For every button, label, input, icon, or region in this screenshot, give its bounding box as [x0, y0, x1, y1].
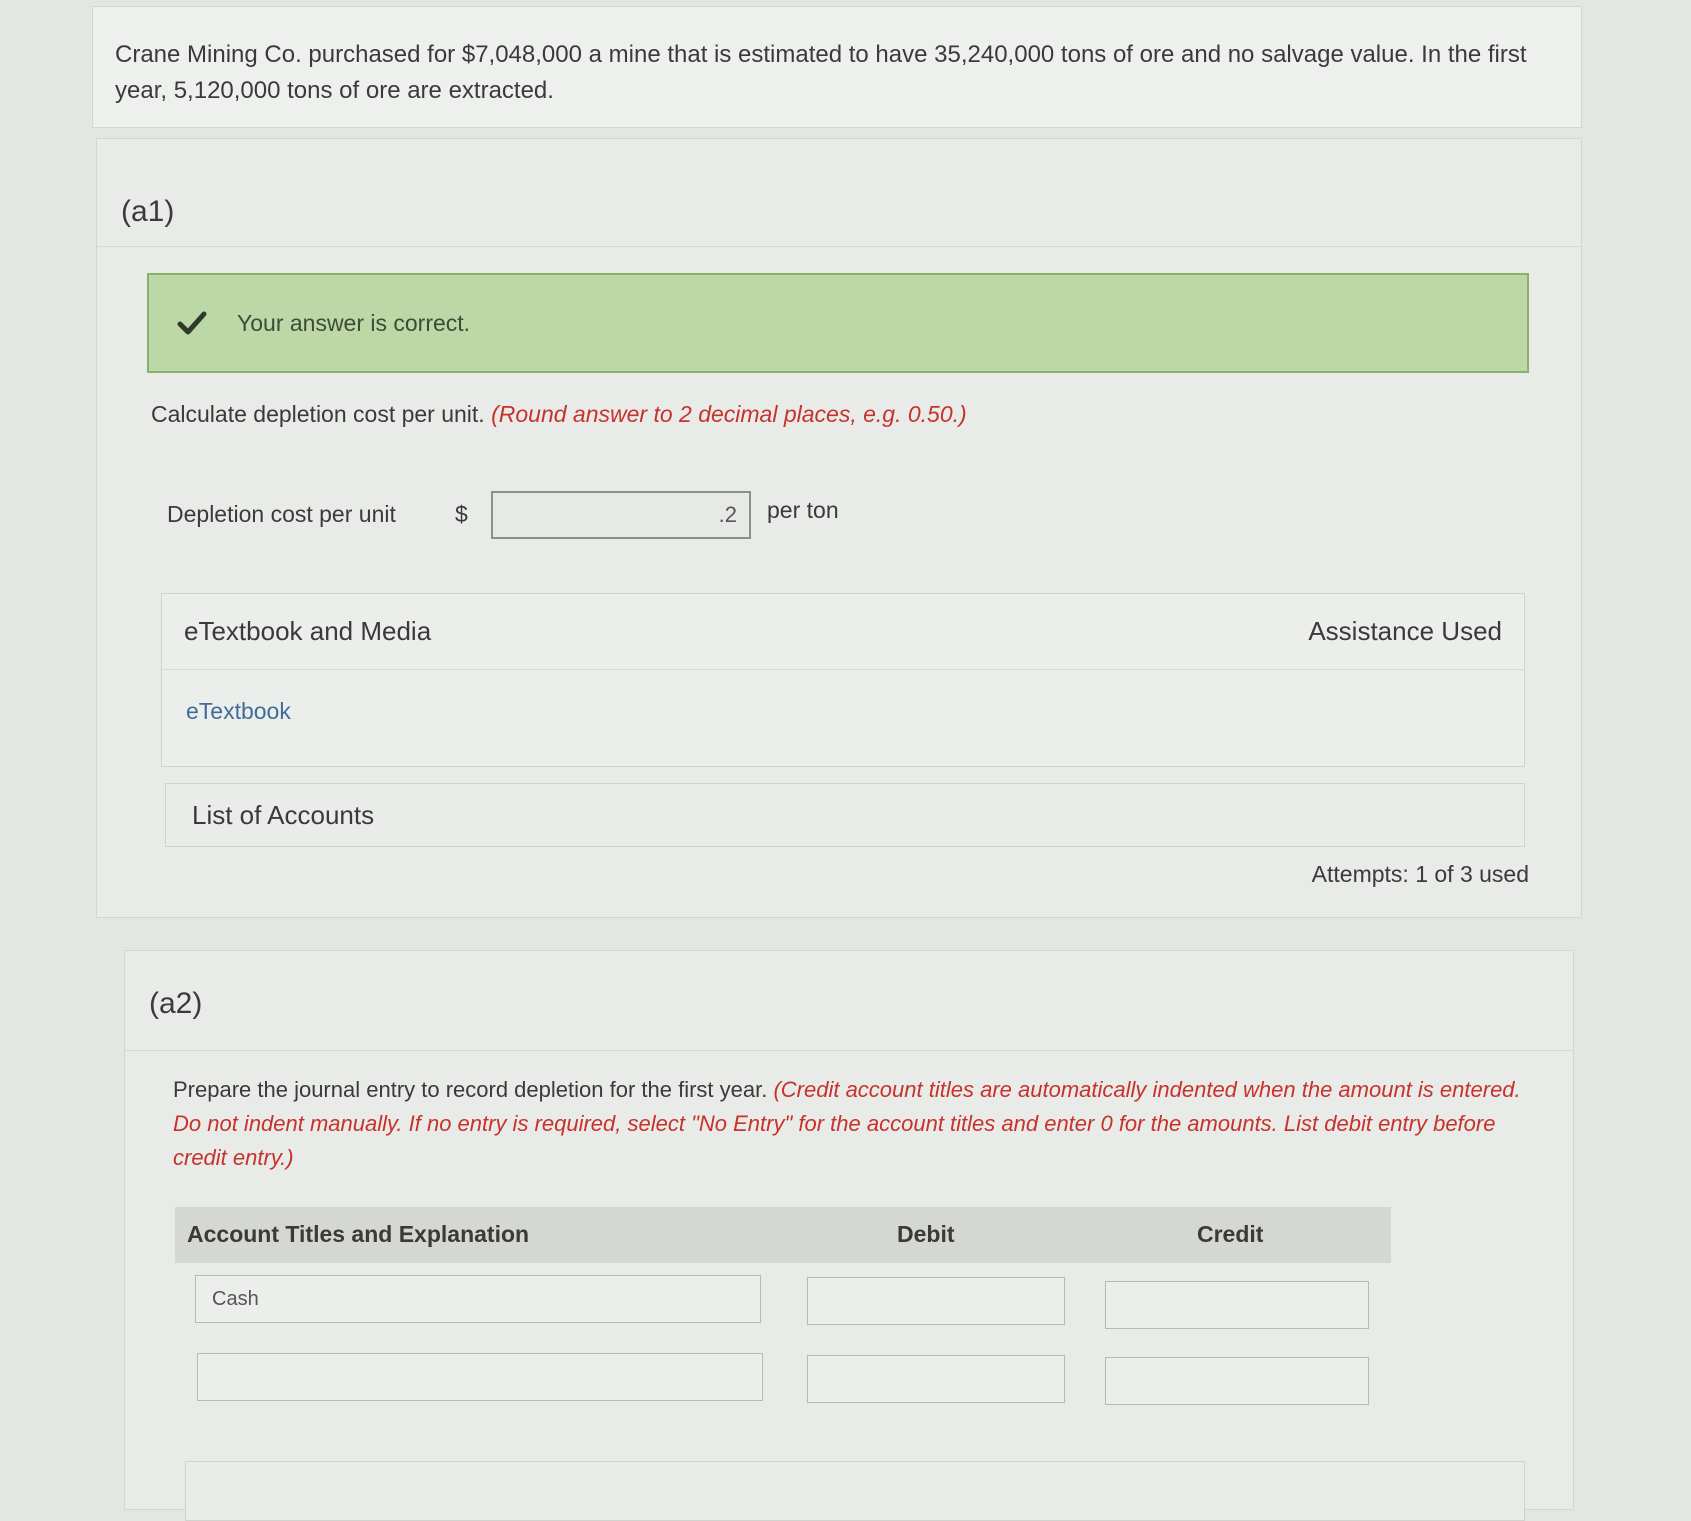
currency-symbol: $	[455, 501, 468, 527]
part-a1-label: (a1)	[121, 195, 175, 228]
question-text	[151, 401, 967, 428]
answer-label: Depletion cost per unit	[167, 501, 396, 527]
part-a2-section	[124, 950, 1574, 1510]
column-account: Account Titles and Explanation	[187, 1221, 530, 1247]
debit-input-2[interactable]	[807, 1355, 1065, 1403]
credit-input-1[interactable]	[1105, 1281, 1369, 1329]
next-media-panel[interactable]	[185, 1461, 1525, 1521]
media-title: eTextbook and Media	[184, 616, 432, 646]
problem-text: Crane Mining Co. purchased for $7,048,000 a mine that is estimated to have 35,240,000 tons of ore and no salvage value. In the first year, 5,120,000 tons of ore are extracted.	[115, 41, 1527, 104]
etextbook-media-panel	[161, 593, 1525, 767]
checkmark-icon	[175, 306, 209, 340]
question-hint: (Round answer to 2 decimal places, e.g. 0.50.)	[491, 401, 967, 427]
account-title-input-2[interactable]	[197, 1353, 763, 1401]
problem-statement	[92, 6, 1582, 128]
journal-instructions	[173, 1073, 1543, 1175]
answer-row	[167, 491, 967, 539]
list-of-accounts-button[interactable]	[165, 783, 1525, 847]
media-header[interactable]	[162, 594, 1524, 670]
instruction-hint: (Credit account titles are automatically indented when the amount is entered. Do not indent manually. If no entry is required, select "No Entry" for the account titles and enter 0 for the amounts. List debit entry before credit entry.)	[173, 1077, 1521, 1170]
column-debit: Debit	[897, 1221, 955, 1247]
depletion-cost-input[interactable]	[491, 491, 751, 539]
column-credit: Credit	[1197, 1221, 1264, 1247]
part-a1-header	[97, 139, 1581, 247]
part-a2-header	[125, 951, 1573, 1051]
feedback-text: Your answer is correct.	[237, 309, 471, 336]
attempts-counter: Attempts: 1 of 3 used	[1311, 861, 1529, 887]
list-of-accounts-label: List of Accounts	[192, 800, 375, 830]
credit-input-2[interactable]	[1105, 1357, 1369, 1405]
assistance-used-label: Assistance Used	[1308, 616, 1502, 646]
part-a2-label: (a2)	[149, 987, 203, 1020]
feedback-banner	[147, 273, 1529, 373]
etextbook-link[interactable]: eTextbook	[186, 698, 291, 724]
question-main: Calculate depletion cost per unit.	[151, 401, 485, 427]
debit-input-1[interactable]	[807, 1277, 1065, 1325]
account-title-input-1[interactable]	[195, 1275, 761, 1323]
journal-table-header	[175, 1207, 1391, 1263]
instruction-main: Prepare the journal entry to record depletion for the first year.	[173, 1077, 768, 1102]
part-a1-section	[96, 138, 1582, 918]
unit-label: per ton	[767, 497, 839, 523]
